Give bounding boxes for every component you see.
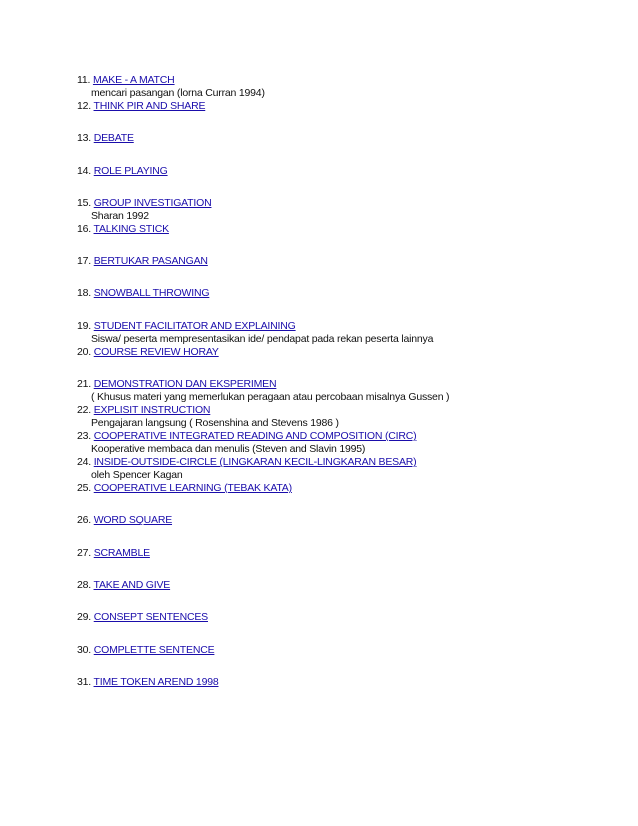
list-item <box>77 346 617 359</box>
item-number: 22. <box>77 404 91 417</box>
list-item <box>77 676 617 689</box>
list-item <box>77 165 617 178</box>
item-number: 12. <box>77 100 91 112</box>
list-item <box>77 74 617 100</box>
item-description: Siswa/ peserta mempresentasikan ide/ pendapat pada rekan peserta lainnya <box>91 332 434 345</box>
method-link[interactable]: SNOWBALL THROWING <box>93 287 210 300</box>
list-item <box>77 197 617 223</box>
item-description: Sharan 1992 <box>91 209 149 222</box>
item-number: 29. <box>77 611 91 624</box>
method-link[interactable]: GROUP INVESTIGATION <box>93 196 212 209</box>
method-link[interactable]: DEBATE <box>93 132 134 145</box>
list-item <box>77 404 617 430</box>
list-item <box>77 430 617 456</box>
list-item <box>77 514 617 527</box>
list-item <box>77 644 617 657</box>
item-number: 20. <box>77 345 91 358</box>
method-link[interactable]: INSIDE-OUTSIDE-CIRCLE (LINGKARAN KECIL-LINGKARAN BESAR) <box>93 456 417 469</box>
list-item <box>77 579 617 592</box>
method-link[interactable]: SCRAMBLE <box>93 546 150 559</box>
item-number: 31. <box>77 675 91 688</box>
method-link[interactable]: BERTUKAR PASANGAN <box>93 255 208 268</box>
item-number: 21. <box>77 378 91 391</box>
item-number: 16. <box>77 222 91 235</box>
method-link[interactable]: TAKE AND GIVE <box>93 578 171 591</box>
list-item <box>77 255 617 268</box>
method-link[interactable]: TIME TOKEN AREND 1998 <box>93 675 219 688</box>
item-number: 27. <box>77 546 91 559</box>
list-item <box>77 456 617 482</box>
item-description: Kooperative membaca dan menulis (Steven and Slavin 1995) <box>91 443 366 456</box>
method-link[interactable]: THINK PIR AND SHARE <box>93 100 206 112</box>
item-number: 30. <box>77 643 91 656</box>
list-item <box>77 132 617 145</box>
method-link[interactable]: EXPLISIT INSTRUCTION <box>93 404 211 417</box>
method-link[interactable]: DEMONSTRATION DAN EKSPERIMEN <box>93 378 277 391</box>
list-item <box>77 547 617 560</box>
method-link[interactable]: MAKE - A MATCH <box>92 74 175 86</box>
item-number: 11. <box>77 74 91 86</box>
item-number: 17. <box>77 255 91 268</box>
item-number: 15. <box>77 196 91 209</box>
item-number: 26. <box>77 514 91 527</box>
item-number: 24. <box>77 456 91 469</box>
method-link[interactable]: TALKING STICK <box>93 222 169 235</box>
method-link[interactable]: COOPERATIVE INTEGRATED READING AND COMPOSITION (CIRC) <box>93 430 417 443</box>
list-item <box>77 611 617 624</box>
list-item <box>77 100 617 113</box>
method-link[interactable]: COOPERATIVE LEARNING (TEBAK KATA) <box>93 482 292 495</box>
method-list <box>77 74 617 689</box>
item-number: 23. <box>77 430 91 443</box>
item-number: 13. <box>77 132 91 145</box>
item-description: ( Khusus materi yang memerlukan peragaan atau percobaan misalnya Gussen ) <box>91 391 450 404</box>
method-link[interactable]: COMPLETTE SENTENCE <box>93 643 215 656</box>
item-number: 14. <box>77 164 91 177</box>
method-link[interactable]: COURSE REVIEW HORAY <box>93 345 219 358</box>
list-item <box>77 223 617 236</box>
list-item <box>77 320 617 346</box>
item-description: mencari pasangan (lorna Curran 1994) <box>91 87 265 99</box>
item-description: Pengajaran langsung ( Rosenshina and Stevens 1986 ) <box>91 417 339 430</box>
method-link[interactable]: ROLE PLAYING <box>93 164 168 177</box>
item-number: 28. <box>77 578 91 591</box>
item-number: 19. <box>77 319 91 332</box>
item-description: oleh Spencer Kagan <box>91 469 183 482</box>
method-link[interactable]: STUDENT FACILITATOR AND EXPLAINING <box>93 319 296 332</box>
list-item <box>77 482 617 495</box>
item-number: 25. <box>77 482 91 495</box>
list-item <box>77 287 617 300</box>
list-item <box>77 378 617 404</box>
method-link[interactable]: WORD SQUARE <box>93 514 173 527</box>
item-number: 18. <box>77 287 91 300</box>
method-link[interactable]: CONSEPT SENTENCES <box>93 611 208 624</box>
